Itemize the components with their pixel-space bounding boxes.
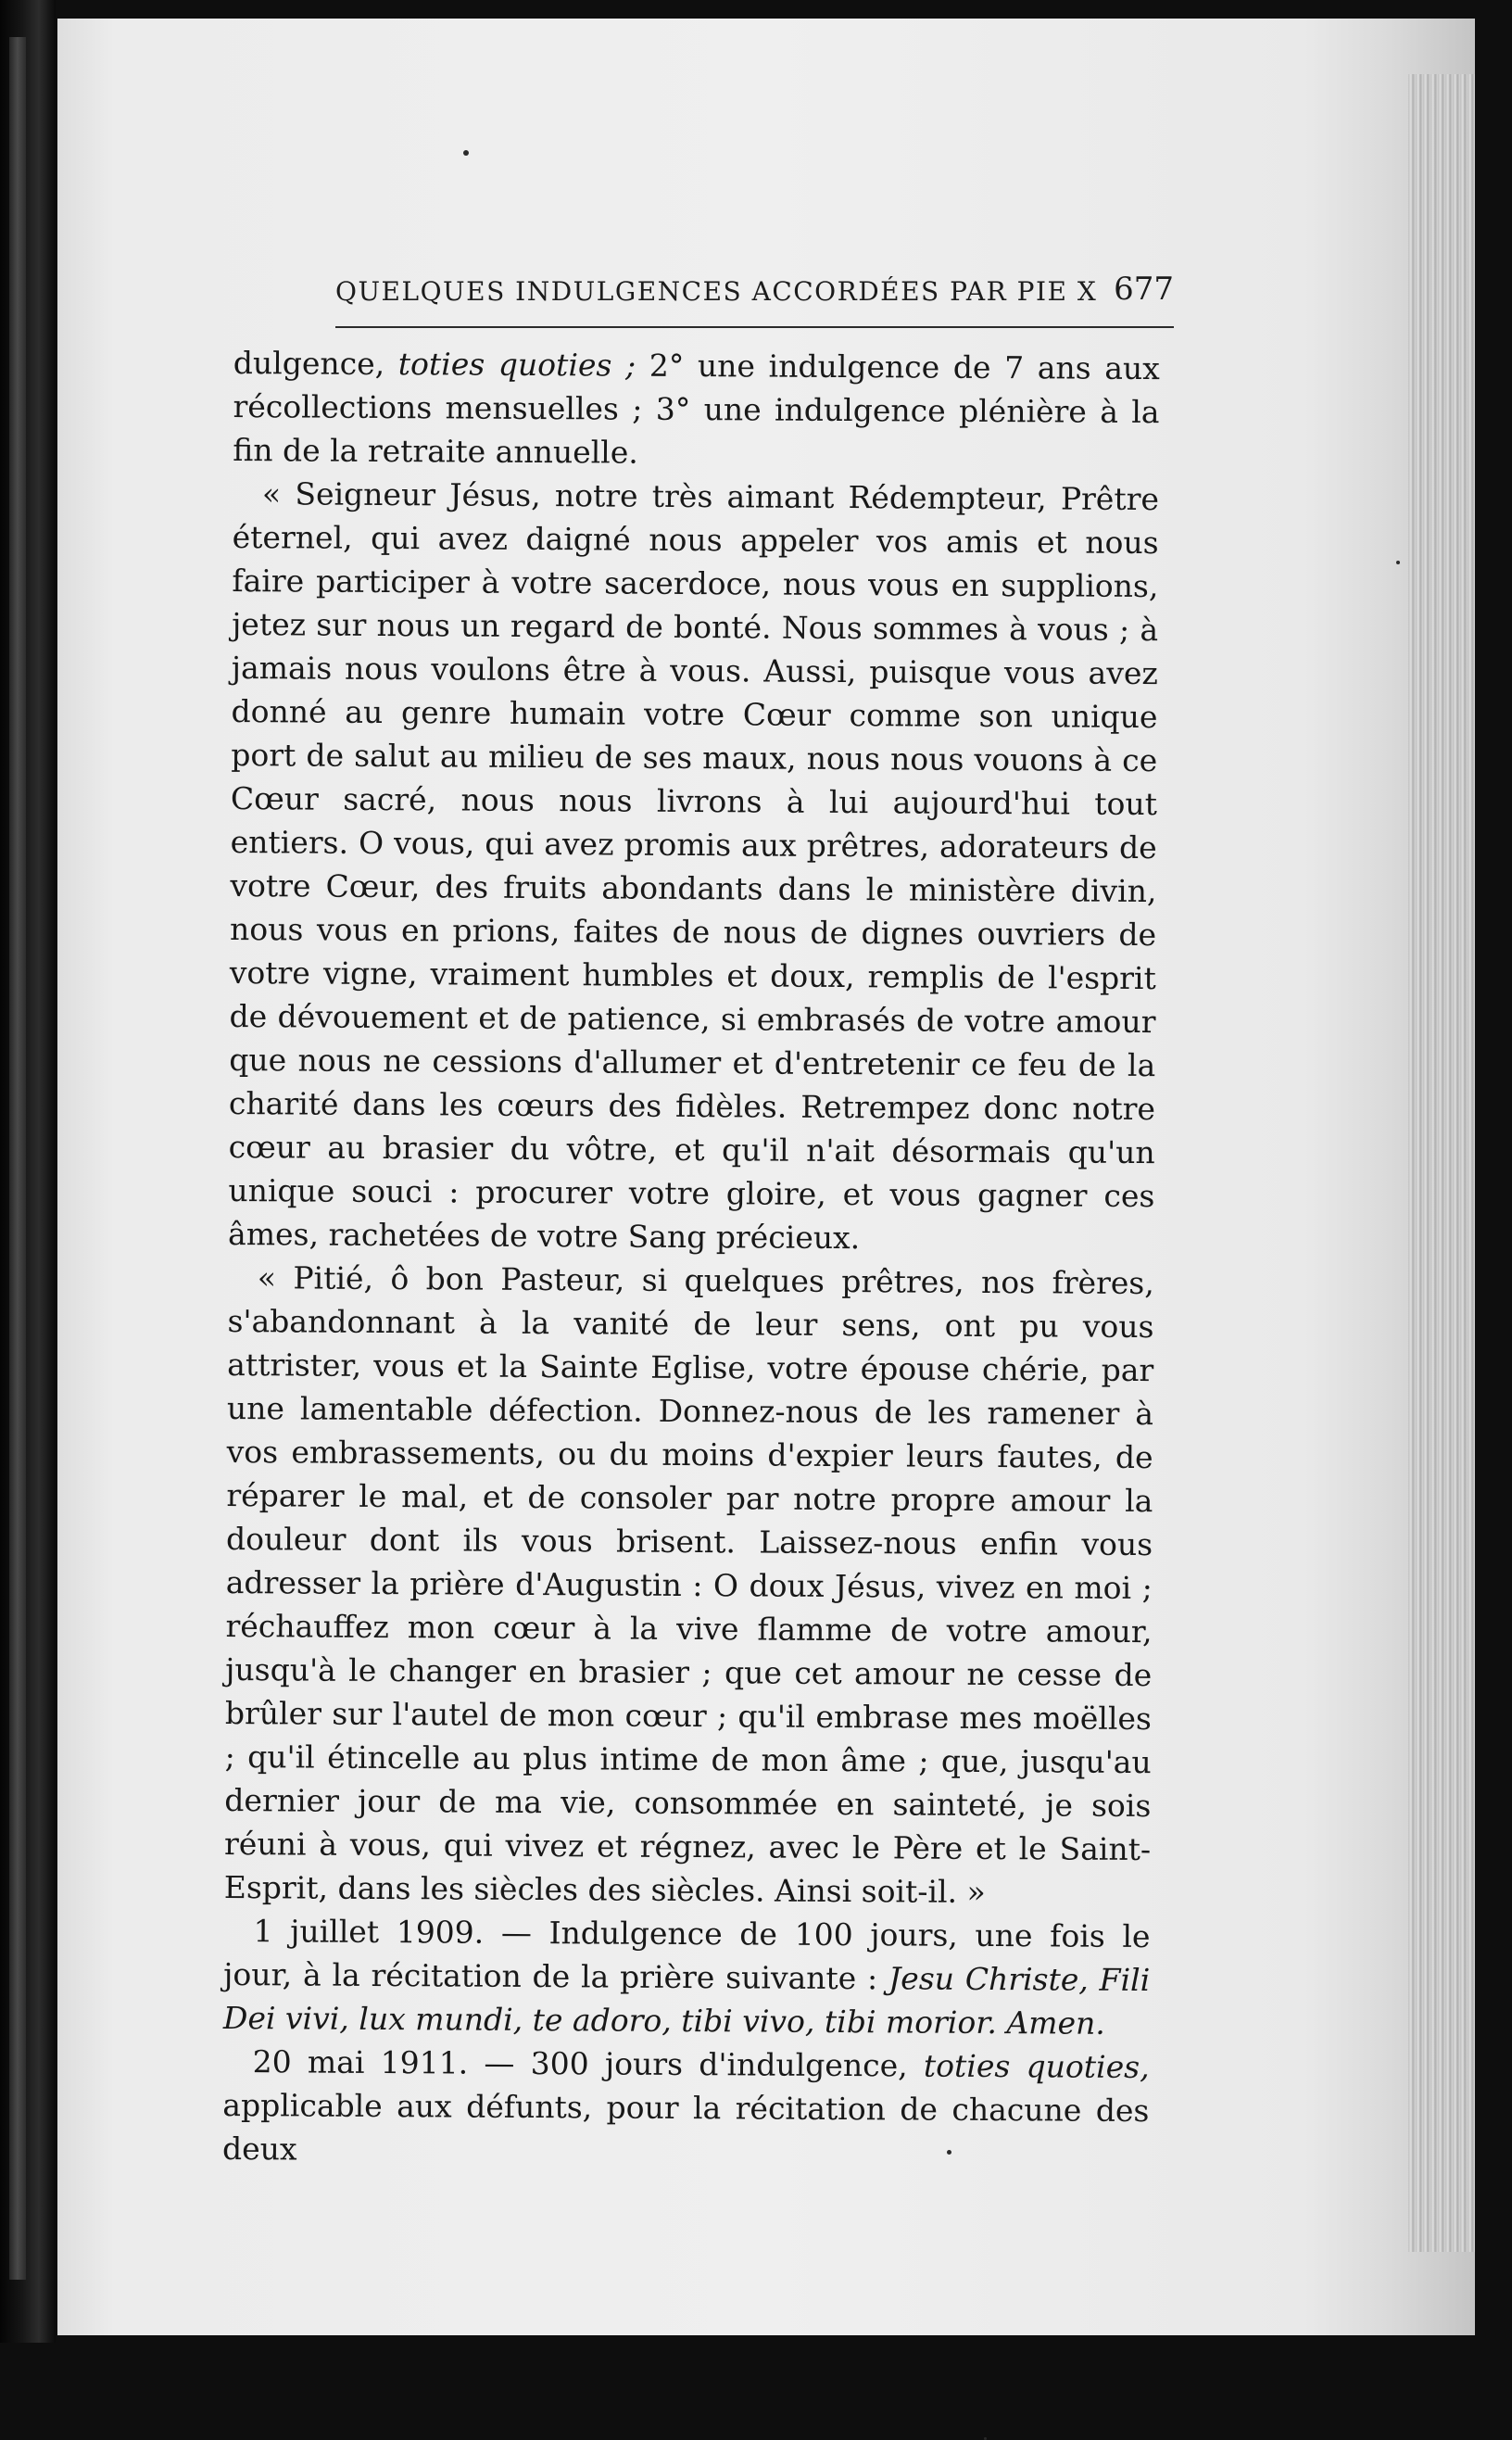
page-stack-edge xyxy=(1408,74,1475,2252)
paragraph-prayer xyxy=(228,472,1159,1261)
text-span-italic: toties quoties, xyxy=(923,2047,1150,2086)
text-span-italic: toties quoties ; xyxy=(397,346,636,384)
paragraph-prayer-continued xyxy=(224,1256,1154,1915)
left-page-edge xyxy=(0,0,56,2343)
page-header xyxy=(335,271,1174,328)
paragraph-continuation xyxy=(233,341,1160,477)
book-page xyxy=(57,19,1475,2335)
text-span: 1 juillet 1909. — Indulgence de 100 jours, une fois le jour, à la récitation de la prière suivante : xyxy=(223,1913,1151,1997)
text-span: 2° une indulgence de 7 ans aux récollections mensuelles ; 3° une indulgence plénière à la fin de la retraite annuelle. xyxy=(233,347,1160,471)
paragraph-1911 xyxy=(222,2040,1150,2176)
body-text xyxy=(222,341,1160,2176)
facing-page-strip xyxy=(9,37,26,2280)
dust-speck xyxy=(947,2150,951,2155)
page-number: 677 xyxy=(1114,271,1174,308)
paragraph-1909 xyxy=(223,1909,1151,2045)
text-span: applicable aux défunts, pour la récitation de chacune des deux xyxy=(221,2086,1150,2168)
text-span-italic: Jesu Christe, Fili Dei vivi, lux mundi, te adoro, tibi vivo, tibi morior. Amen. xyxy=(222,1960,1151,2042)
text-span: 20 mai 1911. — 300 jours d'indulgence, xyxy=(252,2043,925,2084)
text-span: « Pitié, ô bon Pasteur, si quelques prêtres, nos frères, s'abandonnant à la vanité de leur sens, ont pu vous attrister, vous et la Sainte Eglise, votre épouse chérie, par une lamentable défection. Donnez-nous de les ramener à vos embrassements, ou du moins d'expier leurs fautes, de réparer le mal, et de consoler par notre propre amour la douleur dont ils vous brisent. Laissez-nous enfin vous adresser la prière d'Augustin : O doux Jésus, vivez en moi ; réchauffez mon cœur à la vive flamme de votre amour, jusqu'à le changer en brasier ; que cet amour ne cesse de brûler sur l'autel de mon cœur ; qu'il embrase mes moëlles ; qu'il étincelle au plus intime de mon âme ; que, jusqu'au dernier jour de ma vie, consommée en sainteté, je sois réuni à vous, qui vivez et régnez, avec le Père et le Saint-Esprit, dans les siècles des siècles. Ainsi soit-il. » xyxy=(223,1259,1154,1910)
text-span: « Seigneur Jésus, notre très aimant Rédempteur, Prêtre éternel, qui avez daigné nous appeler vos amis et nous faire participer à votre sacerdoce, nous vous en supplions, jetez sur nous un regard de bonté. Nous sommes à vous ; à jamais nous voulons être à vous. Aussi, puisque vous avez donné au genre humain votre Cœur comme son unique port de salut au milieu de ses maux, nous nous vouons à ce Cœur sacré, nous nous livrons à lui aujourd'hui tout entiers. O vous, qui avez promis aux prêtres, adorateurs de votre Cœur, des fruits abondants dans le ministère divin, nous vous en prions, faites de nous de dignes ouvriers de votre vigne, vraiment humbles et doux, remplis de l'esprit de dévouement et de patience, si embrasés de votre amour que nous ne cessions d'allumer et d'entretenir ce feu de la charité dans les cœurs des fidèles. Retrempez donc notre cœur au brasier du vôtre, et qu'il n'ait désormais qu'un unique souci : procurer votre gloire, et vous gagner ces âmes, rachetées de votre Sang précieux. xyxy=(227,475,1160,1257)
dust-speck xyxy=(1396,561,1400,564)
running-head: QUELQUES INDULGENCES ACCORDÉES PAR PIE X xyxy=(335,276,1098,307)
dust-speck xyxy=(463,150,469,156)
text-span: dulgence, xyxy=(233,344,398,383)
